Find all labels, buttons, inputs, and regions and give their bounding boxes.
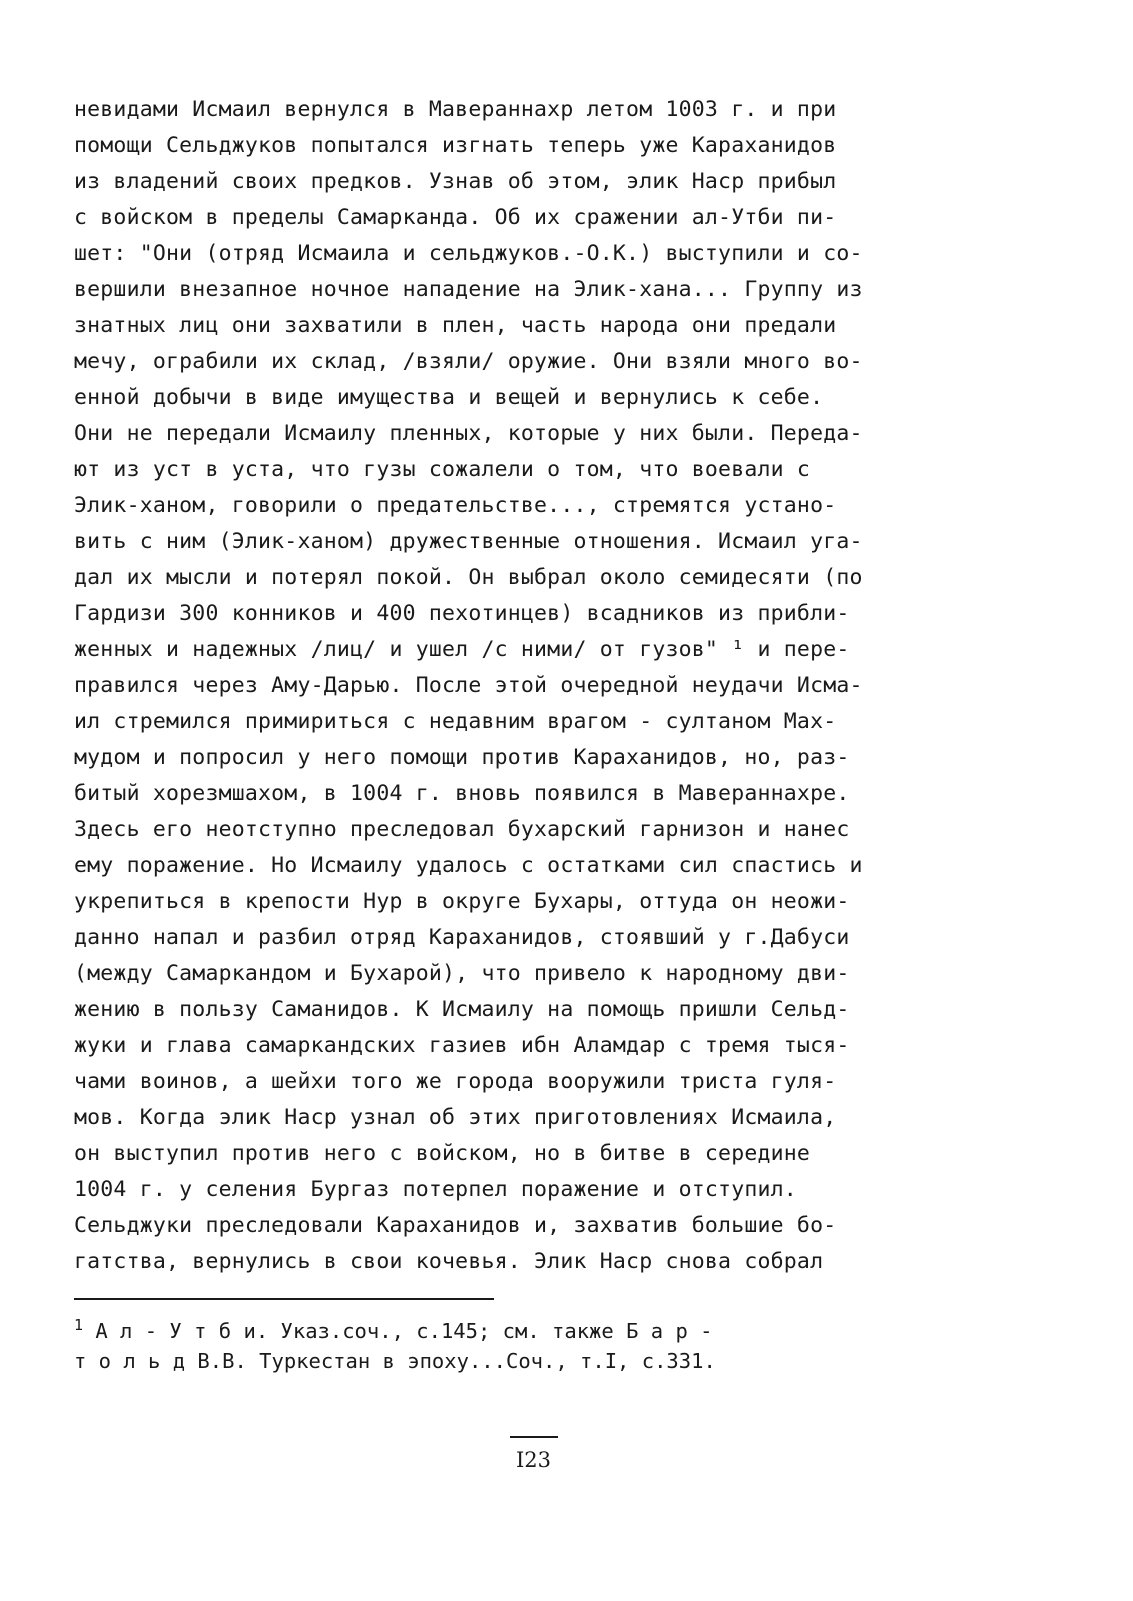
text-line: правился через Аму-Дарью. После этой очередной неудачи Исма- <box>74 673 863 698</box>
text-line: данно напал и разбил отряд Караханидов, стоявший у г.Дабуси <box>74 925 850 950</box>
text-line: Гардизи 300 конников и 400 пехотинцев) всадников из прибли- <box>74 601 850 626</box>
text-line: ему поражение. Но Исмаилу удалось с остатками сил спастись и <box>74 853 863 878</box>
body-text <box>74 92 1054 1280</box>
footnote-divider <box>74 1298 494 1300</box>
footnote-line-1 <box>74 1316 1054 1346</box>
text-line: ил стремился примириться с недавним врагом - султаном Мах- <box>74 709 837 734</box>
text-line: укрепиться в крепости Нур в округе Бухары, оттуда он неожи- <box>74 889 850 914</box>
text-line: из владений своих предков. Узнав об этом, элик Наср прибыл <box>74 169 837 194</box>
text-line: Здесь его неотступно преследовал бухарский гарнизон и нанес <box>74 817 850 842</box>
footnote <box>74 1316 1054 1376</box>
text-line: Элик-ханом, говорили о предательстве..., стремятся устано- <box>74 493 837 518</box>
text-line: енной добычи в виде имущества и вещей и вернулись к себе. <box>74 385 824 410</box>
text-line: (между Самаркандом и Бухарой), что привело к народному дви- <box>74 961 850 986</box>
text-line: вить с ним (Элик-ханом) дружественные отношения. Исмаил уга- <box>74 529 863 554</box>
text-line: шет: "Они (отряд Исмаила и сельджуков.-О.К.) выступили и со- <box>74 241 863 266</box>
text-line: женных и надежных /лиц/ и ушел /с ними/ от гузов" ¹ и пере- <box>74 637 850 662</box>
footnote-text: А л - У т б и. Указ.соч., с.145; см. также Б а р - <box>95 1319 713 1343</box>
text-line: вершили внезапное ночное нападение на Элик-хана... Группу из <box>74 277 863 302</box>
text-line: жуки и глава самаркандских газиев ибн Аламдар с тремя тыся- <box>74 1033 850 1058</box>
text-line: мов. Когда элик Наср узнал об этих приготовлениях Исмаила, <box>74 1105 837 1130</box>
text-line: с войском в пределы Самарканда. Об их сражении ал-Утби пи- <box>74 205 837 230</box>
text-line: помощи Сельджуков попытался изгнать теперь уже Караханидов <box>74 133 837 158</box>
footnote-line-2: т о л ь д В.В. Туркестан в эпоху...Соч., т.I, с.331. <box>74 1349 716 1373</box>
text-line: битый хорезмшахом, в 1004 г. вновь появился в Мавераннахре. <box>74 781 850 806</box>
text-line: ют из уст в уста, что гузы сожалели о том, что воевали с <box>74 457 811 482</box>
text-line: мудом и попросил у него помощи против Караханидов, но, раз- <box>74 745 850 770</box>
text-line: чами воинов, а шейхи того же города вооружили триста гуля- <box>74 1069 837 1094</box>
text-line: Сельджуки преследовали Караханидов и, захватив большие бо- <box>74 1213 837 1238</box>
text-line: жению в пользу Саманидов. К Исмаилу на помощь пришли Сельд- <box>74 997 850 1022</box>
text-line: дал их мысли и потерял покой. Он выбрал около семидесяти (по <box>74 565 863 590</box>
text-line: 1004 г. у селения Бургаз потерпел поражение и отступил. <box>74 1177 797 1202</box>
text-line: он выступил против него с войском, но в битве в середине <box>74 1141 811 1166</box>
page-number-divider <box>510 1436 558 1438</box>
text-line: мечу, ограбили их склад, /взяли/ оружие. Они взяли много во- <box>74 349 863 374</box>
text-line: Они не передали Исмаилу пленных, которые у них были. Переда- <box>74 421 863 446</box>
text-line: невидами Исмаил вернулся в Мавераннахр летом 1003 г. и при <box>74 97 837 122</box>
text-line: знатных лиц они захватили в плен, часть народа они предали <box>74 313 837 338</box>
text-line: гатства, вернулись в свои кочевья. Элик Наср снова собрал <box>74 1249 824 1274</box>
footnote-marker: 1 <box>74 1316 84 1335</box>
page-number: I23 <box>516 1448 552 1472</box>
